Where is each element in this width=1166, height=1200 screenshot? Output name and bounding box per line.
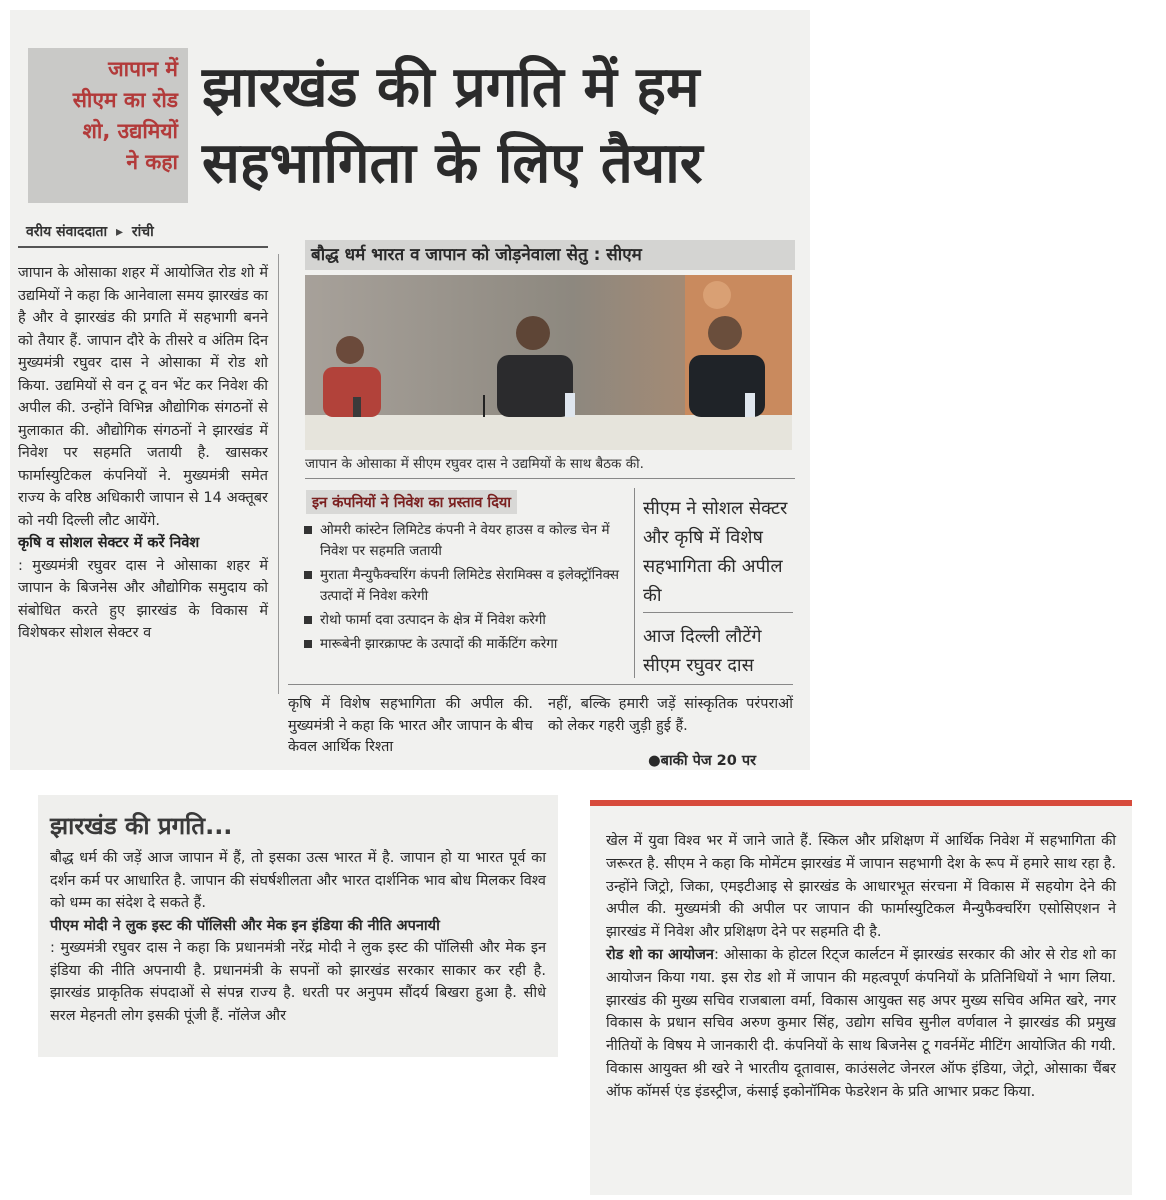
- kicker-box: [28, 48, 188, 203]
- kicker-line: शो, उद्यमियों: [82, 119, 178, 143]
- divider: [18, 246, 268, 248]
- list-item-text: रोथो फार्मा दवा उत्पादन के क्षेत्र में निवेश करेगी: [320, 612, 546, 628]
- section-subhead: कृषि व सोशल सेक्टर में करें निवेश: [18, 535, 200, 551]
- list-item: [298, 565, 628, 607]
- list-item: [298, 634, 628, 655]
- list-item-text: ओमरी कांस्टेन लिमिटेड कंपनी ने वेयर हाउस व कोल्ड चेन में निवेश पर सहमति जतायी: [320, 522, 610, 559]
- continuation-clipping: [38, 795, 558, 1057]
- headline: [202, 50, 802, 202]
- bullet-icon: [304, 571, 312, 579]
- column-divider: [634, 488, 635, 678]
- byline-author: वरीय संवाददाता: [26, 224, 108, 240]
- kicker-line: सीएम का रोड: [72, 88, 178, 112]
- section-paragraph: : मुख्यमंत्री रघुवर दास ने ओसाका शहर में जापान के बिजनेस और औद्योगिक समुदाय को संबोधित करते हुए झारखंड के विकास में विशेषकर सोशल सेक्टर व: [18, 557, 268, 641]
- paragraph: खेल में युवा विश्व भर में जाने जाते हैं. स्किल और प्रशिक्षण में आर्थिक निवेश में सहभागिता की जरूरत है. सीएम ने कहा कि मोमेंटम झारखंड में जापान सहभागी देश के रूप में हमारे साथ रहा है. उन्होंने जिट्रो, जिका, एमइटीआइ से झारखंड के आधारभूत संरचना में विकास में सहयोग देने की अपील की. मुख्यमंत्री की अपील पर जापान की फार्मास्युटिकल मैन्युफैक्चरिंग एसोसिएशन ने झारखंड में निवेश और प्रशिक्षण देने पर सहमति दी है.: [606, 833, 1116, 941]
- intro-paragraph: जापान के ओसाका शहर में आयोजित रोड शो में उद्यमियों ने कहा कि आनेवाला समय झारखंड का है और वे झारखंड की प्रगति में सहभागी बनने को तैयार हैं. जापान दौरे के तीसरे व अंतिम दिन मुख्यमंत्री रघुवर दास ने ओसाका में रोड शो किया. उद्यमियों से वन टू वन भेंट कर निवेश की अपील की. उन्होंने विभिन्न औद्योगिक संगठनों से मुलाकात की. औद्योगिक संगठनों ने झारखंड में निवेश पर सहमति जतायी है. खासकर फार्मास्युटिकल कंपनियों ने. मुख्यमंत्री समेत राज्य के वरिष्ठ अधिकारी जापान से 14 अक्तूबर को नयी दिल्ली लौट आयेंगे.: [18, 265, 268, 529]
- headline-line: सहभागिता के लिए तैयार: [202, 131, 703, 196]
- pull-quote: सीएम ने सोशल सेक्टर और कृषि में विशेष सहभागिता की अपील की: [643, 498, 788, 606]
- divider: [288, 684, 793, 685]
- list-item: [298, 610, 628, 631]
- paragraph: : मुख्यमंत्री रघुवर दास ने कहा कि प्रधानमंत्री नरेंद्र मोदी ने लुक इस्ट की पॉलिसी और मेक इन इंडिया की नीति अपनायी है. प्रधानमंत्री के सपनों को झारखंड सरकार साकार कर रही है. झारखंड प्राकृतिक संपदाओं से संपन्न राज्य है. धरती पर अनुपम सौंदर्य बिखरा हुआ है. सीधे सरल मेहनती लोग इसकी पूंजी हैं. नॉलेज और: [50, 940, 546, 1024]
- list-title: इन कंपनियों ने निवेश का प्रस्ताव दिया: [306, 490, 517, 514]
- photo-caption: जापान के ओसाका में सीएम रघुवर दास ने उद्यमियों के साथ बैठक की.: [305, 456, 644, 472]
- continuation-title: झारखंड की प्रगति...: [50, 812, 233, 840]
- list-item-text: मारूबेनी झारक्राफ्ट के उत्पादों की मार्केटिंग करेगा: [320, 636, 558, 652]
- section-subhead: पीएम मोदी ने लुक इस्ट की पॉलिसी और मेक इन इंडिया की नीति अपनायी: [50, 917, 440, 934]
- byline-separator-icon: ▸: [115, 224, 124, 240]
- list-item: [298, 520, 628, 562]
- body-column: कृषि में विशेष सहभागिता की अपील की. मुख्यमंत्री ने कहा कि भारत और जापान के बीच केवल आर्थिक रिश्ता: [288, 696, 533, 755]
- meeting-photo: [305, 275, 792, 450]
- continuation-clipping-2: [590, 800, 1132, 1195]
- kicker-line: जापान में: [108, 57, 178, 81]
- bullet-icon: [304, 526, 312, 534]
- paragraph: [606, 944, 1116, 1104]
- intro-column: [18, 262, 268, 645]
- divider: [305, 478, 795, 479]
- photo-headline: बौद्ध धर्म भारत व जापान को जोड़नेवाला सेतु : सीएम: [305, 240, 795, 270]
- paragraph-text: : ओसाका के होटल रिट्ज कार्लटन में झारखंड सरकार की ओर से रोड शो का आयोजन किया गया. इस रोड शो में जापान की महत्वपूर्ण कंपनियों के प्रतिनिधियों ने भाग लिया. झारखंड की मुख्य सचिव राजबाला वर्मा, विकास आयुक्त सह अपर मुख्य सचिव अमित खरे, नगर विकास के प्रधान सचिव अरुण कुमार सिंह, उद्योग सचिव सुनील वर्णवाल ने झारखंड की प्रमुख नीतियों के विषय मे जानकारी दी. कंपनियों के साथ बिजनेस टू गवर्नमेंट मीटिंग आयोजित की गयी. विकास आयुक्त श्री खरे ने भारतीय दूतावास, काउंसलेट जेनरल ऑफ इंडिया, जेट्रो, ओसाका चैंबर ऑफ कॉमर्स एंड इंडस्ट्रीज, कंसाई इकोनॉमिक फेडरेशन के प्रति आभार प्रकट किया.: [606, 946, 1116, 1100]
- kicker-line: ने कहा: [126, 150, 178, 174]
- byline: [26, 222, 154, 241]
- investment-list: [298, 490, 628, 658]
- divider: [643, 612, 793, 613]
- accent-bar: [590, 800, 1132, 806]
- paragraph: बौद्ध धर्म की जड़ें आज जापान में हैं, तो इसका उत्स भारत में है. जापान हो या भारत पूर्व का दर्शन कर्म पर आधारित है. जापान की संघर्षशीलता और भारत दार्शनिक भाव बोध मिलकर विश्व को धम्म का संदेश दे सकते हैं.: [50, 850, 546, 911]
- continuation-body: [606, 830, 1116, 1104]
- bullet-icon: [304, 616, 312, 624]
- headline-line: झारखंड की प्रगति में हम: [202, 55, 700, 120]
- continued-marker: ●बाकी पेज 20 पर: [648, 753, 757, 769]
- bullet-icon: [304, 640, 312, 648]
- main-article-clipping: [10, 10, 810, 770]
- meeting-photo-illustration: [305, 275, 792, 450]
- body-column: नहीं, बल्कि हमारी जड़ें सांस्कृतिक परंपराओं को लेकर गहरी जुड़ी हुई हैं.: [548, 696, 793, 734]
- pull-quote: आज दिल्ली लौटेंगे सीएम रघुवर दास: [643, 626, 762, 676]
- column-divider: [278, 254, 279, 694]
- continuation-body: [50, 847, 546, 1027]
- section-subhead: रोड शो का आयोजन: [606, 946, 714, 963]
- list-item-text: मुराता मैन्युफैक्चरिंग कंपनी लिमिटेड सेरामिक्स व इलेक्ट्रॉनिक्स उत्पादों में निवेश करेगी: [320, 567, 619, 604]
- byline-place: रांची: [131, 224, 154, 240]
